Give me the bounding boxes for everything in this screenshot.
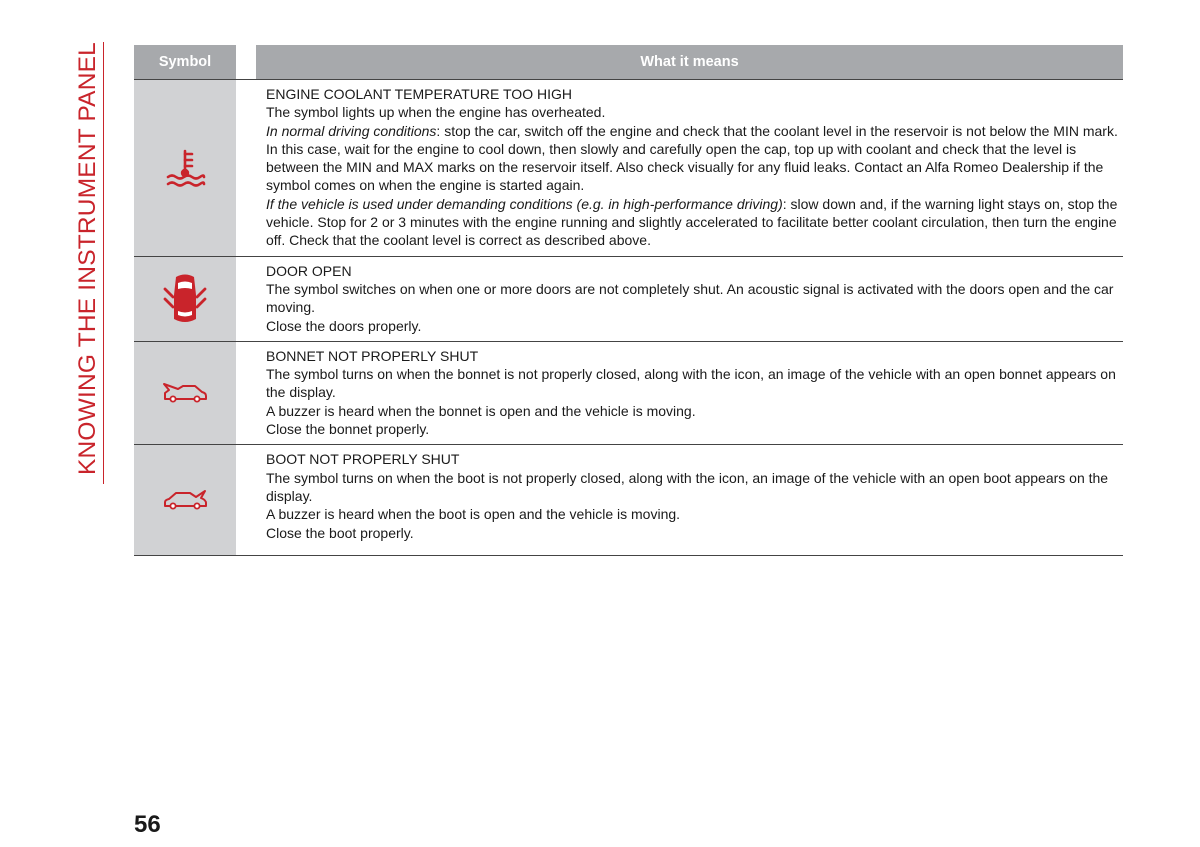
table-row bbox=[134, 342, 1123, 445]
row-text: A buzzer is heard when the bonnet is open and the vehicle is moving. bbox=[266, 402, 696, 419]
symbol-cell bbox=[134, 257, 236, 342]
row-title: DOOR OPEN bbox=[266, 262, 352, 279]
table-row bbox=[134, 445, 1123, 556]
bonnet-open-icon bbox=[134, 382, 236, 404]
door-open-icon bbox=[134, 271, 236, 327]
row-title: BOOT NOT PROPERLY SHUT bbox=[266, 451, 460, 468]
warning-lights-table bbox=[134, 45, 1123, 556]
meaning-cell bbox=[256, 80, 1123, 257]
table-row bbox=[134, 257, 1123, 342]
row-text: Close the boot properly. bbox=[266, 524, 414, 541]
row-text: The symbol turns on when the bonnet is not properly closed, along with the icon, an image of the vehicle with an open bonnet appears on the display. bbox=[266, 366, 1116, 401]
italic-text: In normal driving conditions bbox=[266, 122, 437, 139]
table-header-row bbox=[134, 45, 1123, 80]
side-section-title bbox=[72, 42, 104, 484]
italic-text: If the vehicle is used under demanding conditions (e.g. in high-performance driving) bbox=[266, 195, 783, 212]
row-text: The symbol switches on when one or more doors are not completely shut. An acoustic signal is activated with the doors open and the car moving. bbox=[266, 280, 1114, 316]
symbol-cell bbox=[134, 80, 236, 257]
row-title: ENGINE COOLANT TEMPERATURE TOO HIGH bbox=[266, 86, 572, 102]
meaning-cell bbox=[256, 445, 1123, 556]
row-text: The symbol turns on when the boot is not properly closed, along with the icon, an image of the vehicle with an open boot appears on the display. bbox=[266, 469, 1109, 504]
meaning-cell bbox=[256, 257, 1123, 342]
symbol-cell bbox=[134, 342, 236, 445]
symbol-cell bbox=[134, 445, 236, 556]
row-text-rest: : stop the car, switch off the engine and check that the coolant level in the reservoir is not below the MIN mark. In this case, wait for the engine to cool down, then slowly and carefully open the cap, top up with coolant and check that the level is between the MIN and MAX marks on the reservoir itself. Also check visually for any fluid leaks. Contact an Alfa Romeo Dealership if the symbol comes on when the engine is started again. bbox=[266, 122, 1118, 194]
symbol-column-header: Symbol bbox=[134, 45, 236, 80]
row-text: Close the doors properly. bbox=[266, 317, 422, 334]
side-section-title-text: KNOWING THE INSTRUMENT PANEL bbox=[74, 42, 101, 476]
meaning-column-header: What it means bbox=[256, 45, 1123, 80]
boot-open-icon bbox=[134, 489, 236, 511]
row-text bbox=[266, 195, 1123, 250]
row-text: Close the bonnet properly. bbox=[266, 421, 430, 438]
table-row bbox=[134, 80, 1123, 257]
row-text bbox=[266, 122, 1123, 195]
engine-coolant-temperature-icon bbox=[134, 148, 236, 188]
page-number: 56 bbox=[134, 811, 161, 838]
row-title: BONNET NOT PROPERLY SHUT bbox=[266, 347, 479, 364]
row-text-rest: : slow down and, if the warning light stays on, stop the vehicle. Stop for 2 or 3 minutes with the engine running and slightly accelerated to facilitate better coolant circulation, then turn the engine off. Check that the coolant level is correct as described above. bbox=[266, 195, 1118, 249]
row-text: The symbol lights up when the engine has overheated. bbox=[266, 104, 606, 121]
meaning-cell bbox=[256, 342, 1123, 445]
row-text: A buzzer is heard when the boot is open and the vehicle is moving. bbox=[266, 506, 681, 523]
